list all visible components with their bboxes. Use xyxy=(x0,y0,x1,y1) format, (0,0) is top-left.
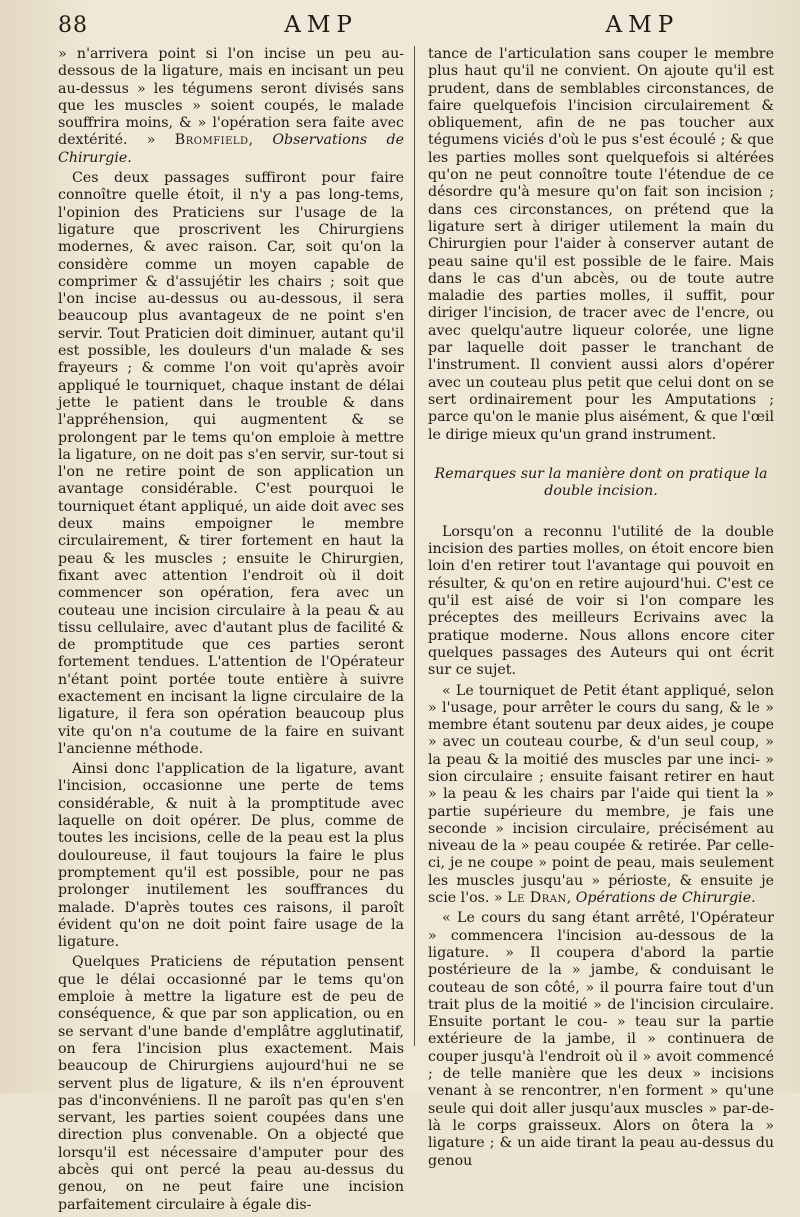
source-operations: Opérations de Chirurgie. xyxy=(575,890,756,907)
section-heading: Remarques sur la manière dont on pratique la double incision. xyxy=(434,465,768,499)
left-column xyxy=(58,46,404,1217)
author-bromfield: Bromfield xyxy=(174,132,249,149)
ledran-quote: « Le tourniquet de Petit étant appliqué, selon » l'usage, pour arrêter le cours du sang, & le » membre étant soutenu par deux aides, je coupe » avec un couteau courbe, & d'un seul coup, » la peau & la moitié des muscles par une inci- » sion circulaire ; ensuite faisant retirer en haut » la peau & les chairs par l'aide qui tient la » partie supérieure du membre, je fais une seconde » incision circulaire, précisément au niveau de la » peau coupée & retirée. Par celle-ci, je ne coupe » point de peau, mais seulement les muscles jusqu'au » périoste, & ensuite je scie l'os. » xyxy=(428,682,774,907)
right-paragraph-4: « Le cours du sang étant arrêté, l'Opérateur » commencera l'incision au-dessous de la ligature. » Il coupera d'abord la partie postérieure de la » jambe, & conduisant le couteau de son côté, » il pourra faire tout d'un trait plus de la moitié » de l'incision circulaire. Ensuite portant le cou- » teau sur la partie extérieure de la jambe, il » continuera de couper jusqu'à l'endroit où il » avoit commencé ; de telle manière que les deux » incisions venant à se rencontrer, n'en forment » qu'une seule qui doit aller jusqu'aux muscles » par-de-là le corps graisseux. Alors on ôtera la » ligature ; & un aide tirant la peau au-dessus du genou xyxy=(428,910,774,1169)
text-columns xyxy=(58,46,774,1217)
left-paragraph-4: Quelques Praticiens de réputation pensent que le délai occasionné par le tems qu'on emploie à mettre la ligature est de peu de conséquence, & que par son application, ou en se servant d'une bande d'emplâtre agglutinatif, on fera l'incision plus exactement. Mais beaucoup de Chirurgiens aujourd'hui ne se servent plus de ligature, & ils n'en éprouvent pas d'inconvéniens. Il ne paroît pas qu'en s'en servant, les parties soient coupées dans une direction plus convenable. On a objecté que lorsqu'il est nécessaire d'amputer pour des abcès qui ont percé la peau au-dessus du genou, on ne peut faire une incision parfaitement circulaire à égale dis- xyxy=(58,954,404,1213)
bromfield-quote: » n'arrivera point si l'on incise un peu au-dessous de la ligature, mais en incisant un peu au-dessus » les tégumens seront divisés sans que les muscles » soient coupés, le malade souffrira moins, & » l'opération sera faite avec dextérité. » xyxy=(58,46,404,149)
right-paragraph-2: Lorsqu'on a reconnu l'utilité de la double incision des parties molles, on étoit encore bien loin d'en retirer tout l'avantage qui pouvoit en résulter, & qu'on en retire aujourd'hui. C'est ce qu'il est aisé de voir si l'on compare les préceptes des meilleurs Ecrivains avec la pratique moderne. Nous allons encore citer quelques passages des Auteurs qui ont écrit sur ce sujet. xyxy=(428,523,774,679)
source-observations: Observations de Chirurgie. xyxy=(58,132,404,166)
left-paragraph-2: Ces deux passages suffiront pour faire connoître quelle étoit, il n'y a pas long-tems, l'opinion des Praticiens sur l'usage de la ligature que proscrivent les Chirurgiens modernes, & avec raison. Car, soit qu'on la considère comme un moyen capable de comprimer & d'assujétir les chairs ; soit que l'on incise au-dessus ou au-dessous, il sera beaucoup plus avantageux de ne point s'en servir. Tout Praticien doit diminuer, autant qu'il est possible, les douleurs d'un malade & ses frayeurs ; & comme l'on voit qu'après avoir appliqué le tourniquet, chaque instant de délai jette le patient dans le trouble & dans l'appréhension, qui augmentent & se prolongent par le tems qu'on emploie à mettre la ligature, on ne doit pas s'en servir, sur-tout si l'on ne retire point de son application un avantage considérable. C'est pourquoi le tourniquet étant appliqué, un aide doit avec ses deux mains empoigner le membre circulairement, & tirer fortement en haut la peau & les muscles ; ensuite le Chirurgien, fixant avec attention l'endroit où il doit commencer son opération, fera avec un couteau une incision circulaire à la peau & au tissu cellulaire, avec d'autant plus de facilité & de promptitude que ces parties seront fortement tendues. L'attention de l'Opérateur n'étant point portée toute entière à suivre exactement en incisant la ligne circulaire de la ligature, il fera son opération beaucoup plus vite qu'on n'a coutume de la faire en suivant l'ancienne méthode. xyxy=(58,170,404,757)
author-le-dran: Le Dran xyxy=(507,890,567,907)
left-paragraph-3: Ainsi donc l'application de la ligature, avant l'incision, occasionne une perte de tems considérable, & nuit à la promptitude avec laquelle on doit opérer. De plus, comme de toutes les incisions, celle de la peau est la plus douloureuse, il faut toujours la faire le plus promptement qu'il est possible, pour ne pas prolonger inutilement les souffrances du malade. D'après toutes ces raisons, il paroît évident qu'on ne doit point faire usage de la ligature. xyxy=(58,761,404,951)
right-running-title: AMP xyxy=(605,12,680,38)
left-paragraph-1: » n'arrivera point si l'on incise un peu au-dessous de la ligature, mais en incisant un peu au-dessus » les tégumens seront divisés sans que les muscles » soient coupés, le malade souffrira moins, & » l'opération sera faite avec dextérité. » Bromfield, Observations de Chirurgie. xyxy=(58,46,404,166)
right-paragraph-1: tance de l'articulation sans couper le membre plus haut qu'il ne convient. On ajoute qu'il est prudent, dans de semblables circonstances, de faire quelquefois l'incision circulairement & obliquement, afin de ne pas toucher aux tégumens viciés d'où le pus s'est écoulé ; & que les parties molles sont quelquefois si altérées qu'on ne peut connoître toute l'étendue de ce désordre qu'à mesure qu'on fait son incision ; dans ces circonstances, on prétend que la ligature sert à diriger utilement la main du Chirurgien pour l'aider à conserver autant de peau saine qu'il est possible de le faire. Mais dans le cas d'un abcès, ou de toute autre maladie des parties molles, il suffit, pour diriger l'incision, de tracer avec de l'encre, ou avec quelqu'autre liqueur colorée, une ligne par laquelle doit passer le tranchant de l'instrument. Il convient aussi alors d'opérer avec un couteau plus petit que celui dont on se sert ordinairement pour les Amputations ; parce qu'on le manie plus aisément, & que l'œil le dirige mieux qu'un grand instrument. xyxy=(428,46,774,443)
left-running-title: AMP xyxy=(284,12,358,38)
page-header xyxy=(58,12,774,46)
column-divider xyxy=(414,46,415,1046)
right-paragraph-3: « Le tourniquet de Petit étant appliqué, selon » l'usage, pour arrêter le cours du sang, & le » membre étant soutenu par deux aides, je coupe » avec un couteau courbe, & d'un seul coup, » la peau & la moitié des muscles par une inci- » sion circulaire ; ensuite faisant retirer en haut » la peau & les chairs par l'aide qui tient la » partie supérieure du membre, je fais une seconde » incision circulaire, précisément au niveau de la » peau coupée & retirée. Par celle-ci, je ne coupe » point de peau, mais seulement les muscles jusqu'au » périoste, & ensuite je scie l'os. » Le Dran, Opérations de Chirurgie. xyxy=(428,682,774,907)
page-number: 88 xyxy=(58,13,88,38)
right-column xyxy=(428,46,774,1217)
